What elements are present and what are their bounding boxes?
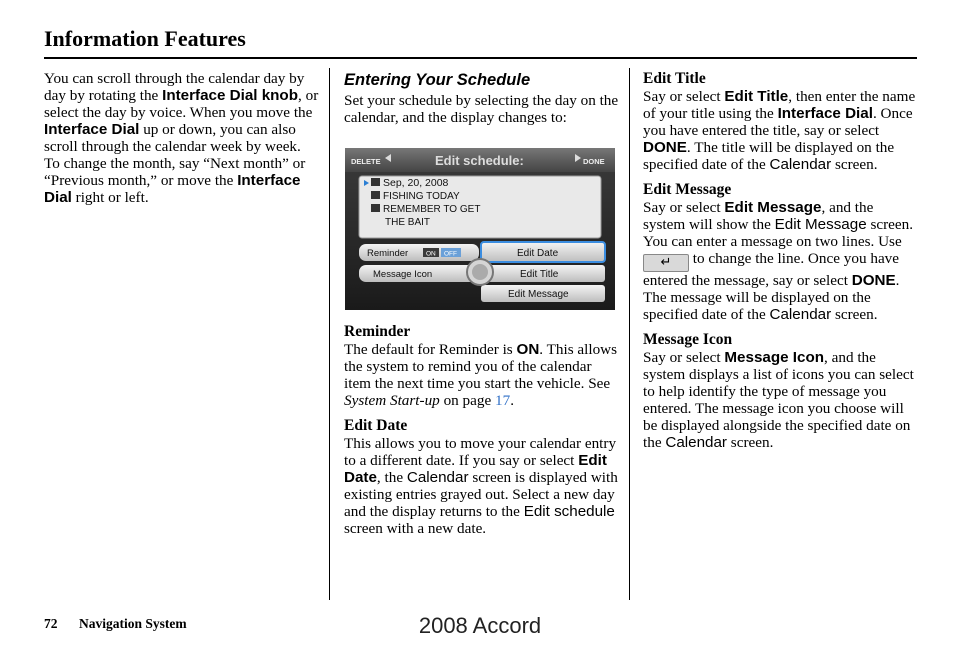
page-link[interactable]: 17 — [495, 392, 511, 409]
title-rule — [44, 57, 917, 59]
message-icon-paragraph: Say or select Message Icon, and the system displays a list of icons you can select to help identify the type of message you entered. The message icon you choose will be displayed alongside the specified date on the Calendar screen. — [643, 349, 914, 451]
watermark: 2008 Accord — [418, 613, 542, 638]
page-number: 72 — [44, 616, 58, 631]
entry-message-line2: THE BAIT — [385, 217, 431, 228]
ui-term: Edit Message — [724, 199, 822, 216]
entry-message-line1: REMEMBER TO GET — [383, 204, 481, 215]
entry-title: FISHING TODAY — [383, 191, 460, 202]
done-label: DONE — [583, 157, 605, 166]
edit-date-paragraph: This allows you to move your calendar entry to a different date. If you say or select Edit Date, the Calendar screen is displayed with existing entries grayed out. Select a new day and the display returns to the Edit schedule screen with a new date. — [344, 435, 618, 537]
edit-date-heading: Edit Date — [344, 417, 408, 434]
ui-term: Interface Dial — [44, 172, 301, 206]
intro-paragraph: You can scroll through the calendar day by day by rotating the Interface Dial knob, or select the day by voice. When you move the Interface Dial up or down, you can also scroll through the calendar week by week. To change the month, say “Next month” or “Previous month,” or move the Interface Dial right or left. — [44, 70, 319, 206]
ui-term: Edit Date — [344, 452, 607, 486]
column-divider — [629, 68, 630, 600]
ui-term: Calendar — [769, 156, 832, 173]
edit-message-paragraph: Say or select Edit Message, and the system will show the Edit Message screen. You can enter a message on two lines. Use ↵ to change the line. Once you have entered the message, say or select DONE. The message will be displayed on the specified date of the Calendar screen. — [643, 199, 914, 323]
section-heading: Entering Your Schedule — [344, 71, 531, 89]
column-left — [44, 70, 319, 206]
entry-date: Sep, 20, 2008 — [383, 177, 449, 189]
reminder-heading: Reminder — [344, 323, 411, 340]
column-middle — [344, 70, 619, 126]
note-icon — [371, 204, 380, 212]
svg-text:OFF: OFF — [444, 250, 457, 258]
screen-title: Edit schedule: — [435, 153, 524, 168]
svg-text:Edit Date: Edit Date — [517, 248, 559, 259]
edit-schedule-screenshot — [345, 148, 615, 310]
column-divider — [329, 68, 330, 600]
ui-term: Interface Dial — [777, 105, 873, 122]
fish-icon — [371, 191, 380, 199]
edit-message-heading: Edit Message — [643, 181, 732, 198]
reminder-paragraph: The default for Reminder is ON. This allows the system to remind you of the calendar item the next time you start the vehicle. See System Start-up on page 17. — [344, 341, 618, 409]
svg-text:Edit Message: Edit Message — [508, 289, 569, 300]
ui-term: DONE — [851, 272, 896, 289]
edit-title-paragraph: Say or select Edit Title, then enter the name of your title using the Interface Dial. Once you have entered the title, say or select DONE. The title will be displayed on the specified date of the Calendar screen. — [643, 88, 916, 173]
ui-term: ON — [516, 341, 540, 358]
ui-term: Edit schedule — [523, 503, 615, 520]
ui-term: Message Icon — [724, 349, 825, 366]
ui-term: Interface Dial — [44, 121, 140, 138]
ui-term: Interface Dial knob — [162, 87, 298, 104]
svg-text:Edit Title: Edit Title — [520, 269, 559, 280]
ui-term: Calendar — [769, 306, 832, 323]
column-middle-lower — [344, 323, 619, 537]
column-right — [643, 70, 918, 451]
ui-term: Edit Message — [774, 216, 867, 233]
page-title: Information Features — [44, 26, 246, 51]
ui-term: Calendar — [665, 434, 727, 451]
svg-text:ON: ON — [426, 250, 436, 258]
edit-title-heading: Edit Title — [643, 70, 706, 87]
section-intro: Set your schedule by selecting the day on the calendar, and the display changes to: — [344, 92, 619, 126]
enter-key-icon: ↵ — [643, 254, 689, 272]
reminder-label: Reminder — [367, 248, 409, 259]
footer-label: Navigation System — [79, 616, 187, 631]
svg-text:Message Icon: Message Icon — [373, 269, 433, 280]
ui-term: Calendar — [406, 469, 469, 486]
cross-reference: System Start-up — [344, 392, 440, 409]
delete-label: DELETE — [351, 157, 381, 166]
calendar-icon — [371, 178, 380, 186]
message-icon-heading: Message Icon — [643, 331, 733, 348]
ui-term: DONE — [643, 139, 687, 156]
ui-term: Edit Title — [724, 88, 789, 105]
